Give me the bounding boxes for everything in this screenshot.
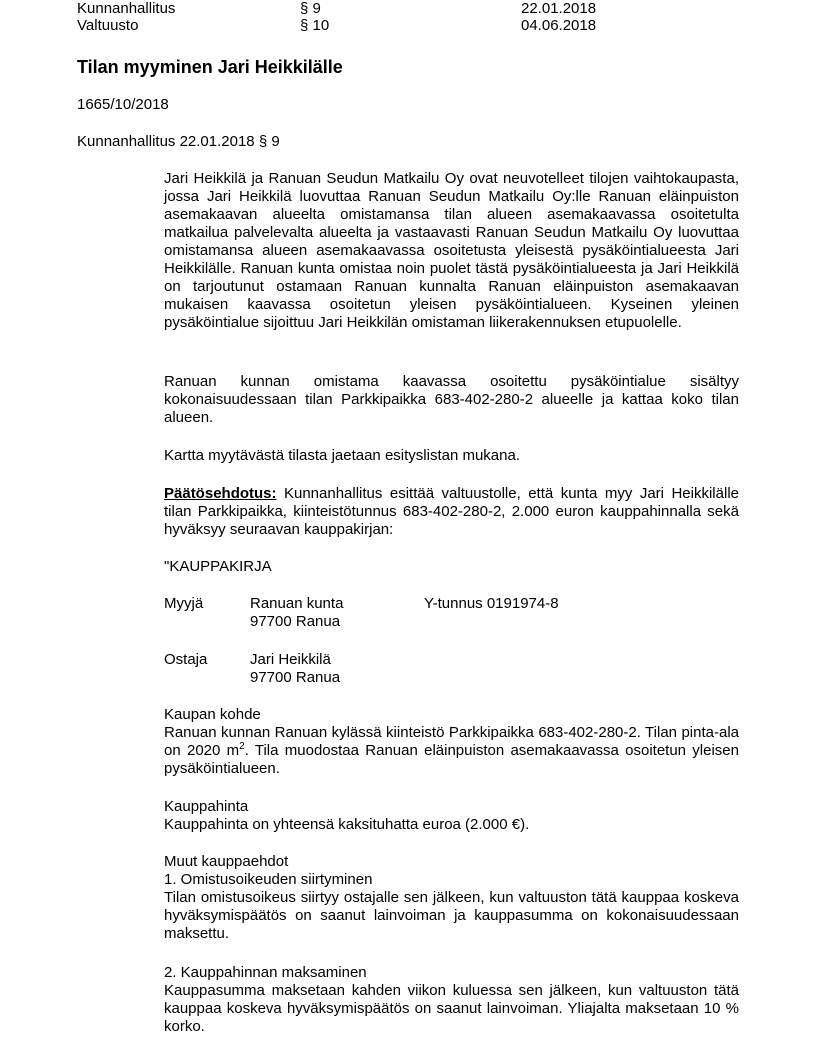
price-heading: Kauppahinta: [164, 798, 249, 815]
object-text-a: Ranuan kunnan Ranuan kylässä kiinteistö Parkkipaikka 683-402-280-2. Tilan pinta-ala on 2020 m: [164, 724, 739, 759]
paragraph-parking-area: Ranuan kunnan omistama kaavassa osoitettu pysäköintialue sisältyy kokonaisuudessaan tilan Parkkipaikka 683-402-280-2 alueelle ja kattaa koko tilan alueen.: [164, 373, 739, 426]
document-body: [164, 170, 739, 1050]
header-section: § 9: [300, 0, 321, 17]
term1-heading: 1. Omistusoikeuden siirtyminen: [164, 871, 373, 888]
meeting-reference: Kunnanhallitus 22.01.2018 § 9: [77, 133, 280, 150]
buyer-address: 97700 Ranua: [250, 669, 341, 686]
price-text: Kauppahinta on yhteensä kaksituhatta euroa (2.000 €).: [164, 816, 530, 833]
object-heading: Kaupan kohde: [164, 706, 261, 723]
seller-address: 97700 Ranua: [250, 613, 341, 630]
seller-label: Myyjä: [164, 595, 204, 612]
terms-heading: Muut kauppaehdot: [164, 853, 289, 870]
object-superscript: 2: [239, 741, 245, 752]
buyer-block: [164, 651, 739, 687]
header-row-kunnanhallitus: [77, 0, 777, 18]
header-org: Kunnanhallitus: [77, 0, 176, 17]
header-date: 04.06.2018: [521, 17, 597, 34]
term2-text: Kauppasumma maksetaan kahden viikon kuluessa sen jälkeen, kun valtuuston tätä kauppaa koskeva hyväksymispäätös on saanut lainvoiman. Yliajalta maksetaan 10 % korko.: [164, 982, 739, 1035]
proposal-label: Päätösehdotus:: [164, 485, 277, 502]
header-row-valtuusto: [77, 17, 777, 35]
header-date: 22.01.2018: [521, 0, 597, 17]
contract-heading: "KAUPPAKIRJA: [164, 558, 272, 575]
paragraph-background: Jari Heikkilä ja Ranuan Seudun Matkailu Oy ovat neuvotelleet tilojen vaihtokaupasta, jossa Jari Heikkilä luovuttaa Ranuan Seudun Matkailu Oy:lle Ranuan eläinpuiston asemakaavan alueelta omistamansa tilan alueen asemakaavassa osoitetulta matkailua palvelevalta alueelta ja vastaavasti Ranuan Seudun Matkailu Oy luovuttaa omistamansa alueen asemakaavassa osoitetusta yleisestä pysäköintialueesta Jari Heikkilälle. Ranuan kunta omistaa noin puolet tästä pysäköintialueesta ja Jari Heikkilä on tarjoutunut ostamaan Ranuan kunnalta Ranuan eläinpuiston asemakaavan mukaisen kaavassa osoitetun yleisen pysäköintialueen. Kyseinen yleinen pysäköintialue sijoittuu Jari Heikkilän omistaman liikerakennuksen etupuolelle.: [164, 170, 739, 331]
term2-heading: 2. Kauppahinnan maksaminen: [164, 964, 367, 981]
header-org: Valtuusto: [77, 17, 139, 34]
proposal-text: Kunnanhallitus esittää valtuustolle, että kunta myy Jari Heikkilälle tilan Parkkipaikka, kiinteistötunnus 683-402-280-2, 2.000 euron kauppahinnalla sekä hyväksyy seuraavan kauppakirjan:: [164, 485, 739, 538]
diary-number: 1665/10/2018: [77, 96, 169, 113]
buyer-label: Ostaja: [164, 651, 208, 668]
decision-proposal: [164, 485, 739, 539]
object-text-b: . Tila muodostaa Ranuan eläinpuiston asemakaavassa osoitetun yleisen pysäköintialueen.: [164, 742, 739, 777]
seller-block: [164, 595, 739, 631]
paragraph-map-note: Kartta myytävästä tilasta jaetaan esityslistan mukana.: [164, 447, 521, 464]
seller-business-id: Y-tunnus 0191974-8: [424, 595, 559, 612]
seller-name: Ranuan kunta: [250, 595, 344, 612]
header-section: § 10: [300, 17, 330, 34]
term1-text: Tilan omistusoikeus siirtyy ostajalle sen jälkeen, kun valtuuston tätä kauppaa koskeva hyväksymispäätös on saanut lainvoiman ja kauppasumma on kokonaisuudessaan maksettu.: [164, 889, 739, 942]
object-text: [164, 724, 739, 778]
page-title: Tilan myyminen Jari Heikkilälle: [77, 57, 343, 77]
buyer-name: Jari Heikkilä: [250, 651, 331, 668]
